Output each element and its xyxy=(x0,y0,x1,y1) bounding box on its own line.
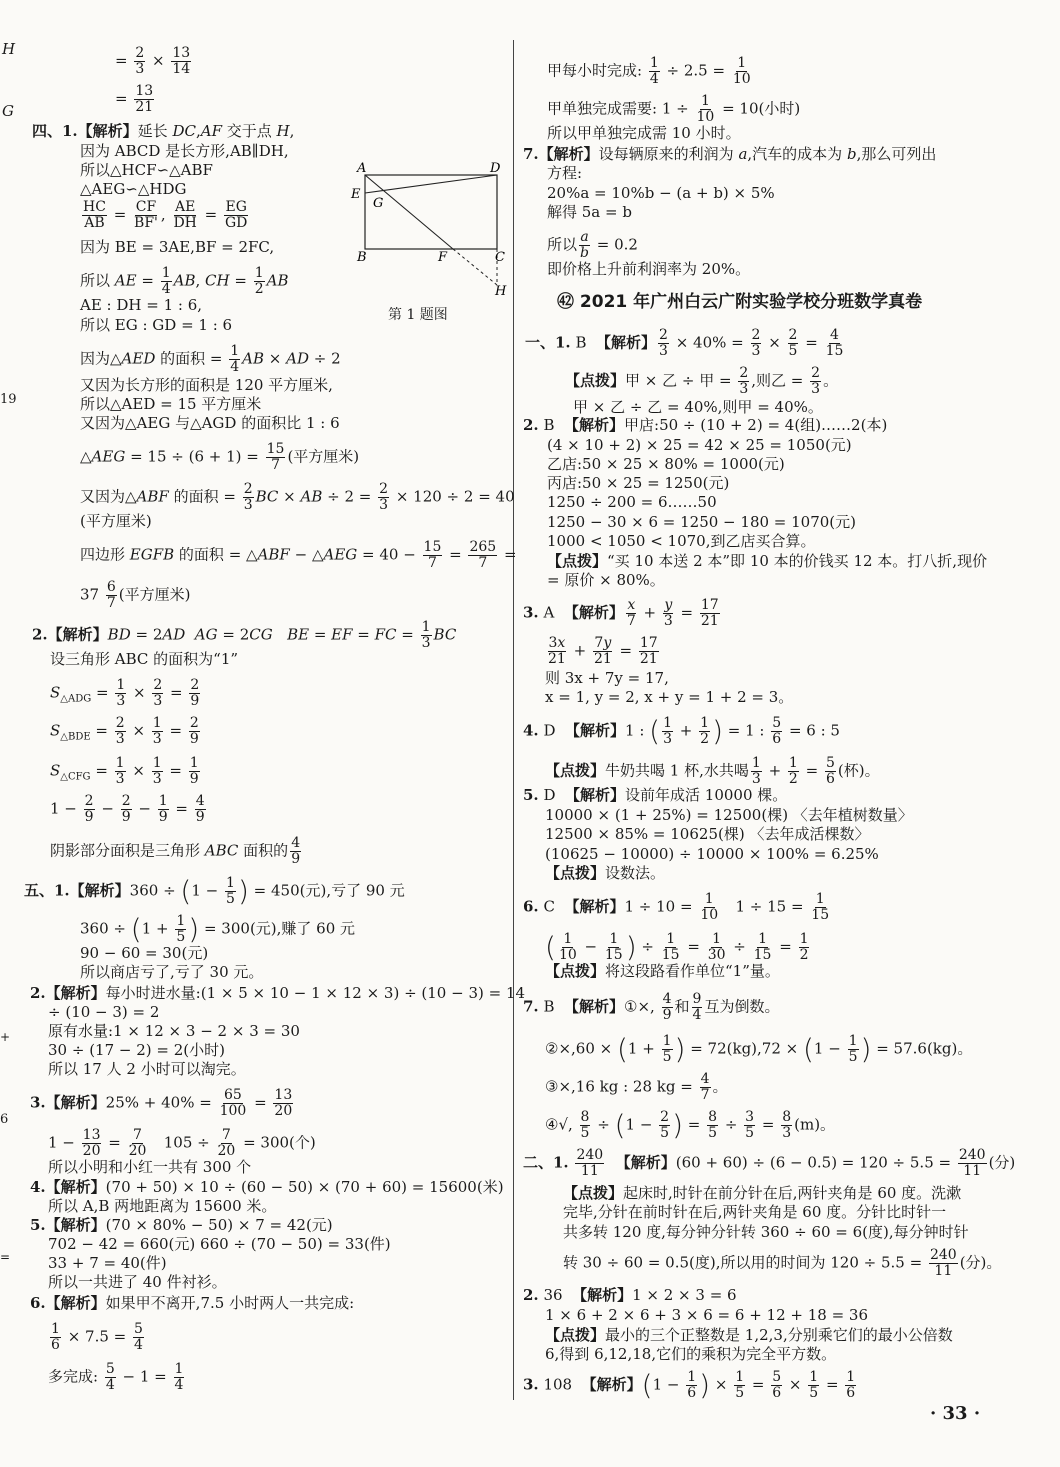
problem-5-2: 2.【解析】每小时进水量:(1 × 5 × 10 − 1 × 12 × 3) ÷ (10 − 3) = 14 xyxy=(30,984,526,1002)
eq-line: 所以 $\frac{a}{b}$ = 0.2 xyxy=(547,229,638,261)
figure-label: C xyxy=(495,250,505,265)
problem-5-4: 4.【解析】(70 + 50) × 10 ÷ (60 − 50) × (70 + 60) = 15600(米) xyxy=(30,1178,504,1196)
text-line: 10000 × (1 + 25%) = 12500(棵) 〈去年植树数量〉 xyxy=(545,806,913,824)
edge-letter: G xyxy=(2,102,14,120)
text-line: 所以商店亏了,亏了 30 元。 xyxy=(80,963,264,981)
text-line: 所以 EG : GD = 1 : 6 xyxy=(80,316,233,334)
eq-line: 1 − $\frac{2}{9}$ − $\frac{2}{9}$ − $\frac{1}{9}$ = $\frac{4}{9}$ xyxy=(50,793,205,825)
text-line: x = 1, y = 2, x + y = 1 + 2 = 3。 xyxy=(545,688,794,706)
mc-question-7: 7. B 【解析】①×, $\frac{4}{9}$ 和 $\frac{9}{4}$ 互为倒数。 xyxy=(523,991,780,1023)
figure-label: D xyxy=(490,161,501,176)
mc-question-6: 6. C 【解析】1 ÷ 10 = $\frac{1}{10}$ 1 ÷ 15 = $\frac{1}{15}$ xyxy=(523,891,830,923)
eq-line: ( $\frac{1}{10}$ − $\frac{1}{15}$ ) ÷ $\frac{1}{15}$ = $\frac{1}{30}$ ÷ $\frac{1}{15}$ = $\frac{1}{2}$ xyxy=(545,930,809,964)
text-line: △AEG∽△HDG xyxy=(80,180,187,198)
text-line: 因为 ABCD 是长方形,AB∥DH, xyxy=(80,142,289,160)
mc-question-2: 2. B 【解析】甲店:50 ÷ (10 + 2) = 4(组)……2(本) xyxy=(523,416,888,434)
problem-4-2: 2.【解析】BD = 2AD AG = 2CG BE = EF = FC = $\frac{1}{3}$ BC xyxy=(32,619,457,651)
text-line: 甲 × 乙 ÷ 乙 = 40%,则甲 = 40%。 xyxy=(573,398,823,416)
text-line: 所以△AED = 15 平方厘米 xyxy=(80,395,262,413)
eq-line: $\frac{3x}{21}$ + $\frac{7y}{21}$ = $\frac{17}{21}$ xyxy=(548,635,658,667)
text-line: 30 ÷ (17 − 2) = 2(小时) xyxy=(48,1041,225,1059)
eq-line: 四边形 EGFB 的面积 = △ABF − △AEG = 40 − $\frac{15}{7}$ = $\frac{265}{7}$ = xyxy=(80,539,517,571)
text-line: 12500 × 85% = 10625(棵) 〈去年成活棵数〉 xyxy=(545,825,870,843)
right-column xyxy=(517,0,1060,1400)
text-line: 33 + 7 = 40(件) xyxy=(48,1254,167,1272)
problem-5-6: 6.【解析】如果甲不离开,7.5 小时两人一共完成: xyxy=(30,1294,355,1312)
left-column xyxy=(0,0,526,1400)
problem-5-3: 3.【解析】25% + 40% = $\frac{65}{100}$ = $\frac{13}{20}$ xyxy=(30,1087,293,1119)
eq-line: 多完成: $\frac{5}{4}$ − 1 = $\frac{1}{4}$ xyxy=(48,1361,184,1393)
text-line: 原有水量:1 × 12 × 3 − 2 × 3 = 30 xyxy=(48,1022,300,1040)
edge-letter: 6 xyxy=(0,1112,9,1127)
text-line: 即价格上升前利润率为 20%。 xyxy=(547,260,751,278)
eq-line: 1 − $\frac{13}{20}$ = $\frac{7}{20}$ 105 ÷ $\frac{7}{20}$ = 300(个) xyxy=(48,1127,316,1159)
text-line: 所以 17 人 2 小时可以淘完。 xyxy=(48,1060,246,1078)
eq-line: △AEG = 15 ÷ (6 + 1) = $\frac{15}{7}$ (平方厘米) xyxy=(80,441,360,473)
edge-letter: H xyxy=(2,40,16,58)
eq-line: ②×,60 × (1 + $\frac{1}{5}$ ) = 72(kg),72 × (1 − $\frac{1}{5}$ ) = 57.6(kg)。 xyxy=(545,1032,973,1066)
text-line: 又因为长方形的面积是 120 平方厘米, xyxy=(80,376,333,394)
figure-label: F xyxy=(438,250,448,265)
text-line: 1250 ÷ 200 = 6……50 xyxy=(547,493,717,511)
eq-line: 所以 AE = $\frac{1}{4}$ AB, CH = $\frac{1}{2}$ AB xyxy=(80,265,289,297)
geometry-figure xyxy=(345,155,515,325)
text-line: 解得 5a = b xyxy=(547,203,632,221)
eq-line: $S_{\triangle ADG}$ = $\frac{1}{3}$ × $\frac{2}{3}$ = $\frac{2}{9}$ xyxy=(50,677,200,709)
eq-line: 甲单独完成需要: 1 ÷ $\frac{1}{10}$ = 10(小时) xyxy=(547,93,801,125)
hint-line: 【点拨】甲 × 乙 ÷ 甲 = $\frac{2}{3}$ ,则乙 = $\frac{2}{3}$ 。 xyxy=(565,365,839,397)
mc-question-1: 一、1. B 【解析】 $\frac{2}{3}$ × 40% = $\frac{2}{3}$ × $\frac{2}{5}$ = $\frac{4}{15}$ xyxy=(525,327,844,359)
text-line: 1 × 6 + 2 × 6 + 3 × 6 = 6 + 12 + 18 = 36 xyxy=(545,1306,869,1324)
fill-question-2: 2. 36 【解析】1 × 2 × 3 = 6 xyxy=(523,1286,737,1304)
text-line: 乙店:50 × 25 × 80% = 1000(元) xyxy=(547,455,785,473)
text-line: 共多转 120 度,每分钟分针转 360 ÷ 60 = 6(度),每分钟时针 xyxy=(563,1223,969,1241)
text-line: 又因为△AEG 与△AGD 的面积比 1 : 6 xyxy=(80,414,340,432)
eq-line: ④√, $\frac{8}{5}$ ÷ (1 − $\frac{2}{5}$ ) = $\frac{8}{5}$ ÷ $\frac{3}{5}$ = $\frac{8}{3}$ (m)。 xyxy=(545,1108,836,1142)
text-line: 设三角形 ABC 的面积为“1” xyxy=(50,650,239,668)
eq-line: 阴影部分面积是三角形 ABC 面积的 $\frac{4}{9}$ xyxy=(50,835,301,867)
eq-line: 转 30 ÷ 60 = 0.5(度),所以用的时间为 120 ÷ 5.5 = $\frac{240}{11}$ (分)。 xyxy=(563,1247,1002,1279)
text-line: 因为 BE = 3AE,BF = 2FC, xyxy=(80,238,275,256)
text-line: 1250 − 30 × 6 = 1250 − 180 = 1070(元) xyxy=(547,513,857,531)
fill-question-3: 3. 108 【解析】(1 − $\frac{1}{6}$ ) × $\frac{1}{5}$ = $\frac{5}{6}$ × $\frac{1}{5}$ = $\frac{1}{6}$ xyxy=(523,1368,856,1402)
text-line: 6,得到 6,12,18,它们的乘积为完全平方数。 xyxy=(545,1345,837,1363)
eq-line: $\frac{HC}{AB}$ = $\frac{CF}{BF'}$ , $\frac{AE}{DH}$ = $\frac{EG}{GD}$ xyxy=(83,199,248,231)
problem-5-1: 五、1.【解析】360 ÷ (1 − $\frac{1}{5}$ ) = 450(元),亏了 90 元 xyxy=(24,874,405,908)
text-line: 所以小明和小红一共有 300 个 xyxy=(48,1158,252,1176)
hint-line: 【点拨】“买 10 本送 2 本”即 10 本的价钱买 12 本。打八折,现价 xyxy=(547,552,988,570)
edge-letter: 19 xyxy=(0,392,17,407)
text-line: 所以甲单独完成需 10 小时。 xyxy=(547,124,741,142)
mc-question-4: 4. D 【解析】1 : ( $\frac{1}{3}$ + $\frac{1}{2}$ ) = 1 : $\frac{5}{6}$ = 6 : 5 xyxy=(523,714,840,748)
text-line: 方程: xyxy=(547,164,583,182)
text-line: 所以 A,B 两地距离为 15600 米。 xyxy=(48,1197,277,1215)
eq-line: ③×,16 kg : 28 kg = $\frac{4}{7}$ 。 xyxy=(545,1071,728,1103)
text-line: 90 − 60 = 30(元) xyxy=(80,944,209,962)
eq-line: 因为△AED 的面积 = $\frac{1}{4}$ AB × AD ÷ 2 xyxy=(80,343,341,375)
eq-line: $S_{\triangle CFG}$ = $\frac{1}{3}$ × $\frac{1}{3}$ = $\frac{1}{9}$ xyxy=(50,755,199,787)
edge-letter: = xyxy=(0,1250,11,1264)
fill-question-1: 二、1. $\frac{240}{11}$ 【解析】(60 + 60) ÷ (6 − 0.5) = 120 ÷ 5.5 = $\frac{240}{11}$ (分) xyxy=(523,1147,1016,1179)
edge-letter: + xyxy=(0,1030,11,1044)
text-line: 702 − 42 = 660(元) 660 ÷ (70 − 50) = 33(件) xyxy=(48,1235,391,1253)
eq-line: 又因为△ABF 的面积 = $\frac{2}{3}$ BC × AB ÷ 2 = $\frac{2}{3}$ × 120 ÷ 2 = 40 xyxy=(80,481,515,513)
page-number: · 33 · xyxy=(930,1403,981,1424)
hint-line: 【点拨】设数法。 xyxy=(545,864,666,882)
hint-line: 【点拨】最小的三个正整数是 1,2,3,分别乘它们的最小公倍数 xyxy=(545,1326,953,1344)
mc-question-5: 5. D 【解析】设前年成活 10000 棵。 xyxy=(523,786,788,804)
eq-line: 360 ÷ (1 + $\frac{1}{5}$ ) = 300(元),赚了 60 元 xyxy=(80,912,356,946)
text-line: (10625 − 10000) ÷ 10000 × 100% = 6.25% xyxy=(545,845,879,863)
text-line: 完毕,分针在前时针在后,两针夹角是 60 度。分针比时针一 xyxy=(563,1203,947,1221)
figure-label: G xyxy=(373,196,384,211)
text-line: 20%a = 10%b − (a + b) × 5% xyxy=(547,184,775,202)
text-line: 所以一共进了 40 件衬衫。 xyxy=(48,1273,227,1291)
eq-line: = $\frac{2}{3}$ × $\frac{13}{14}$ xyxy=(115,45,191,77)
text-line: = 原价 × 80%。 xyxy=(547,571,665,589)
problem-5-7: 7.【解析】设每辆原来的利润为 a,汽车的成本为 b,那么可列出 xyxy=(523,145,937,163)
eq-line: 甲每小时完成: $\frac{1}{4}$ ÷ 2.5 = $\frac{1}{10}$ xyxy=(547,55,751,87)
mc-question-3: 3. A 【解析】 $\frac{x}{7}$ + $\frac{y}{3}$ = $\frac{17}{21}$ xyxy=(523,597,719,629)
hint-line: 【点拨】牛奶共喝 1 杯,水共喝 $\frac{1}{3}$ + $\frac{1}{2}$ = $\frac{5}{6}$ (杯)。 xyxy=(545,755,880,787)
text-line: (平方厘米) xyxy=(80,512,152,530)
figure-caption: 第 1 题图 xyxy=(388,307,448,323)
section-title: ㊷ 2021 年广州白云广附实验学校分班数学真卷 xyxy=(557,292,923,312)
figure-label: B xyxy=(357,250,367,265)
text-line: 则 3x + 7y = 17, xyxy=(545,669,669,687)
text-line: 所以△HCF∽△ABF xyxy=(80,161,213,179)
hint-line: 【点拨】将这段路看作单位“1”量。 xyxy=(545,962,780,980)
figure-label: A xyxy=(357,161,367,176)
hint-line: 【点拨】起床时,时针在前分针在后,两针夹角是 60 度。洗漱 xyxy=(563,1184,962,1202)
text-line: 1000 < 1050 < 1070,到乙店买合算。 xyxy=(547,532,816,550)
problem-5-5: 5.【解析】(70 × 80% − 50) × 7 = 42(元) xyxy=(30,1216,333,1234)
problem-4-1: 四、1.【解析】延长 DC,AF 交于点 H, xyxy=(32,122,295,140)
text-line: 丙店:50 × 25 = 1250(元) xyxy=(547,474,730,492)
text-line: (4 × 10 + 2) × 25 = 42 × 25 = 1050(元) xyxy=(547,436,852,454)
eq-line: = $\frac{13}{21}$ xyxy=(115,83,154,115)
eq-line: $\frac{1}{6}$ × 7.5 = $\frac{5}{4}$ xyxy=(51,1321,143,1353)
figure-label: H xyxy=(495,284,507,299)
eq-line: $S_{\triangle BDE}$ = $\frac{2}{3}$ × $\frac{1}{3}$ = $\frac{2}{9}$ xyxy=(50,715,199,747)
text-line: ÷ (10 − 3) = 2 xyxy=(48,1003,160,1021)
eq-line: 37 $\frac{6}{7}$ (平方厘米) xyxy=(80,579,191,611)
text-line: AE : DH = 1 : 6, xyxy=(80,296,203,314)
figure-label: E xyxy=(351,187,361,202)
